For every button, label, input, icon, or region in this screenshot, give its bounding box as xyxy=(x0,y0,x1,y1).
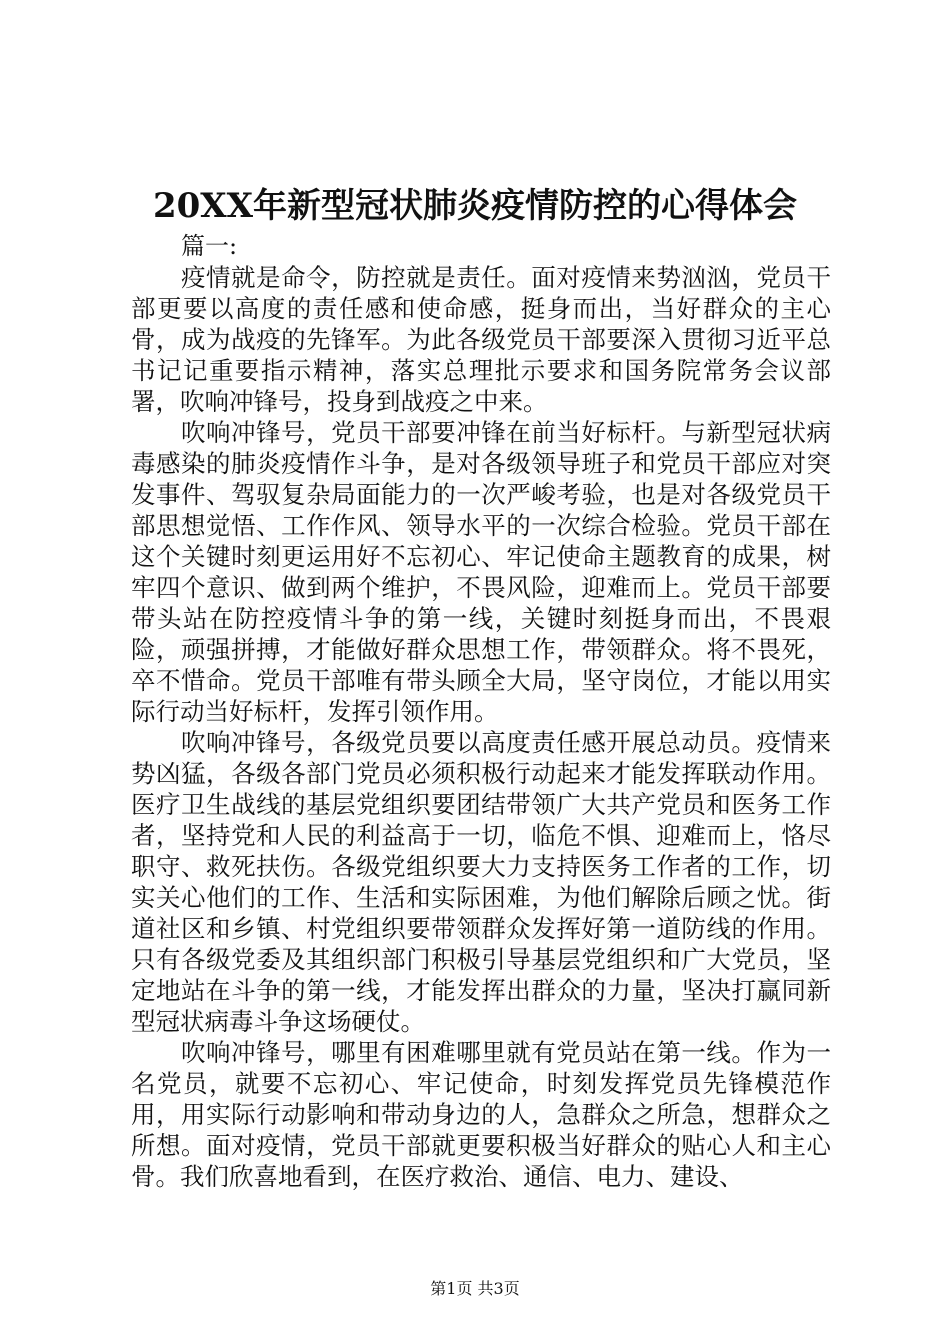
page-footer: 第1页 共3页 xyxy=(430,1279,520,1298)
section-label: 篇一: xyxy=(181,232,238,260)
paragraph-3: 吹响冲锋号，各级党员要以高度责任感开展总动员。疫情来势凶猛，各级各部门党员必须积极行动起来才能发挥联动作用。医疗卫生战线的基层党组织要团结带领广大共产党员和医务工作者，坚持党和人民的利益高于一切，临危不惧、迎难而上，恪尽职守、救死扶伤。各级党组织要大力支持医务工作者的工作，切实关心他们的工作、生活和实际困难，为他们解除后顾之忧。街道社区和乡镇、村党组织要带领群众发挥好第一道防线的作用。只有各级党委及其组织部门积极引导基层党组织和广大党员，坚定地站在斗争的第一线，才能发挥出群众的力量，坚决打赢同新型冠状病毒斗争这场硬仗。 xyxy=(131,728,831,1036)
paragraph-2: 吹响冲锋号，党员干部要冲锋在前当好标杆。与新型冠状病毒感染的肺炎疫情作斗争，是对各级领导班子和党员干部应对突发事件、驾驭复杂局面能力的一次严峻考验，也是对各级党员干部思想觉悟、工作作风、领导水平的一次综合检验。党员干部在这个关键时刻更运用好不忘初心、牢记使命主题教育的成果，树牢四个意识、做到两个维护，不畏风险，迎难而上。党员干部要带头站在防控疫情斗争的第一线，关键时刻挺身而出，不畏艰险，顽强拼搏，才能做好群众思想工作，带领群众。将不畏死，卒不惜命。党员干部唯有带头顾全大局，坚守岗位，才能以用实际行动当好标杆，发挥引领作用。 xyxy=(131,418,831,726)
paragraph-1: 疫情就是命令，防控就是责任。面对疫情来势汹汹，党员干部更要以高度的责任感和使命感，挺身而出，当好群众的主心骨，成为战疫的先锋军。为此各级党员干部要深入贯彻习近平总书记记重要指示精神，落实总理批示要求和国务院常务会议部署，吹响冲锋号，投身到战疫之中来。 xyxy=(131,263,831,416)
document-body xyxy=(131,231,831,1192)
document-title: 20XX年新型冠状肺炎疫情防控的心得体会 xyxy=(152,186,798,226)
paragraph-4: 吹响冲锋号，哪里有困难哪里就有党员站在第一线。作为一名党员，就要不忘初心、牢记使命，时刻发挥党员先锋模范作用，用实际行动影响和带动身边的人，急群众之所急，想群众之所想。面对疫情，党员干部就更要积极当好群众的贴心人和主心骨。我们欣喜地看到，在医疗救治、通信、电力、建设、 xyxy=(131,1038,831,1191)
